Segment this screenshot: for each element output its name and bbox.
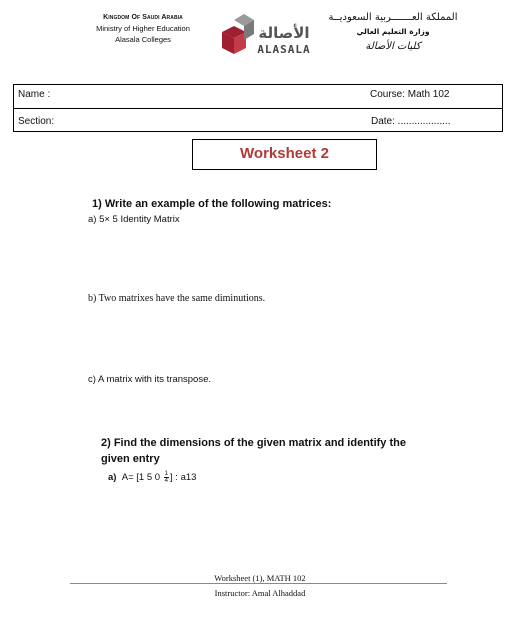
logo-latin-text: ALASALA xyxy=(257,43,311,56)
question-2-heading-line1: 2) Find the dimensions of the given matrix and identify the xyxy=(101,437,406,449)
kingdom-label: Kingdom Of Saudi Arabia xyxy=(103,14,183,21)
alasala-logo xyxy=(220,10,310,65)
header-left-block xyxy=(58,12,228,45)
logo-arabic-text: الأصالة xyxy=(258,24,310,42)
date-label: Date: ................... xyxy=(371,116,451,127)
name-label: Name : xyxy=(18,89,51,100)
info-divider xyxy=(13,108,502,109)
question-2a-label: a) xyxy=(108,472,117,484)
question-1b: b) Two matrixes have the same diminutions. xyxy=(88,293,266,304)
matrix-suffix: ] : a13 xyxy=(170,472,197,484)
kingdom-arabic: المملكة العـــــــربية السعوديــة xyxy=(328,12,458,23)
question-1-heading: 1) Write an example of the following matrices: xyxy=(92,198,332,210)
college-label: Alasala Colleges xyxy=(115,35,171,44)
matrix-fraction xyxy=(164,471,169,484)
ministry-label: Ministry of Higher Education xyxy=(96,24,190,33)
ministry-arabic: وزارة التعليم العالي xyxy=(356,27,430,36)
fraction-numerator: 1 xyxy=(164,471,169,477)
question-2a xyxy=(108,471,196,484)
question-2-heading-line2: given entry xyxy=(101,453,160,465)
footer-worksheet: Worksheet (1), MATH 102 xyxy=(214,573,306,583)
section-label: Section: xyxy=(18,116,55,127)
college-arabic: كليات الأصالة xyxy=(365,41,421,52)
course-label: Course: Math 102 xyxy=(370,89,450,100)
question-1a: a) 5× 5 Identity Matrix xyxy=(88,214,180,225)
header-right-block xyxy=(318,10,468,56)
worksheet-title: Worksheet 2 xyxy=(240,145,329,162)
footer-instructor: Instructor: Amal Alhaddad xyxy=(214,588,306,598)
question-1c: c) A matrix with its transpose. xyxy=(88,374,212,385)
fraction-denominator: 4 xyxy=(164,478,169,484)
footer-rule xyxy=(70,583,447,584)
matrix-prefix: A= [1 5 0 xyxy=(121,472,163,484)
